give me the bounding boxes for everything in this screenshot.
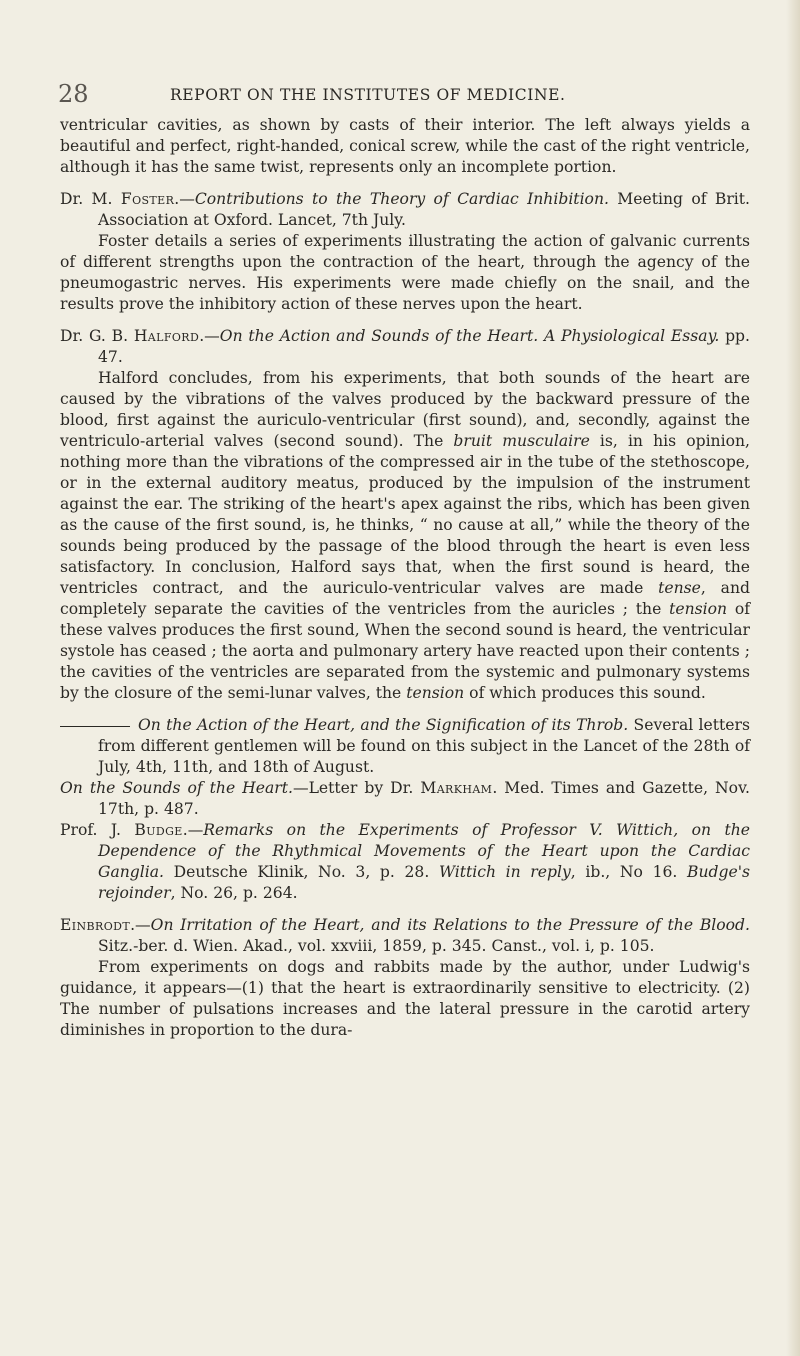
abstract-einbrodt: From experiments on dogs and rabbits made by the author, under Ludwig's guidance, it appears—(1) that the heart is extraordinarily sensitive to electricity. (2) The number of pulsations increases and the lateral pressure in the carotid artery diminishes in proportion to the dura- — [60, 958, 750, 1039]
citation-halford: Dr. G. B. Halford.—On the Action and Sounds of the Heart. A Physiological Essay. pp. 47. — [60, 327, 750, 366]
author-foster: Foster — [120, 190, 175, 208]
page-edge-shadow — [786, 0, 800, 1356]
title-halford: On the Action and Sounds of the Heart. A Physiological Essay. — [219, 327, 720, 345]
page-body — [60, 115, 750, 1041]
title-throb: On the Action of the Heart, and the Signification of its Throb. — [138, 716, 629, 734]
entry-foster — [60, 189, 750, 315]
citation-markham: On the Sounds of the Heart.—Letter by Dr. Markham. Med. Times and Gazette, Nov. 17th, p. 487. — [60, 779, 750, 818]
entry-halford — [60, 326, 750, 704]
citation-throb: On the Action of the Heart, and the Signification of its Throb. Several letters from different gentlemen will be found on this subject in the Lancet of the 28th of July, 4th, 11th, and 18th of August. — [60, 715, 750, 778]
author-halford: Halford — [133, 327, 200, 345]
citation-einbrodt: Einbrodt.—On Irritation of the Heart, and its Relations to the Pressure of the Blood. Sitz.-ber. d. Wien. Akad., vol. xxviii, 1859, p. 345. Canst., vol. i, p. 105. — [60, 916, 750, 955]
intro-paragraph: ventricular cavities, as shown by casts of their interior. The left always yields a beautiful and perfect, right-handed, conical screw, while the cast of the right ventricle, although it has the same twist, represents only an incomplete portion. — [60, 116, 750, 176]
citation-foster: Dr. M. Foster.—Contributions to the Theory of Cardiac Inhibition. Meeting of Brit. Association at Oxford. Lancet, 7th July. — [60, 190, 750, 229]
title-foster: Contributions to the Theory of Cardiac Inhibition. — [194, 190, 609, 208]
title-budge: Remarks on the Experiments of Professor V. Wittich, on the Dependence of the Rhythmical Movements of the Heart upon the Cardiac Ganglia. — [98, 821, 750, 881]
page-header — [58, 80, 748, 110]
title-markham: On the Sounds of the Heart. — [60, 779, 293, 797]
entry-throb — [60, 715, 750, 904]
entry-einbrodt — [60, 915, 750, 1041]
page-number: 28 — [58, 80, 89, 108]
running-head: REPORT ON THE INSTITUTES OF MEDICINE. — [170, 86, 566, 104]
abstract-halford: Halford concludes, from his experiments, that both sounds of the heart are caused by the vibrations of the valves produced by the backward pressure of the blood, first against the auriculo-ventricular (first sound), and, secondly, against the ventriculo-arterial valves (second sound). The bruit musculaire is, in his opinion, nothing more than the vibrations of the compressed air in the tube of the stethoscope, or in the external auditory meatus, produced by the impulsion of the instrument against the ear. The striking of the heart's apex against the ribs, which has been given as the cause of the first sound, is, he thinks, “ no cause at all,” while the theory of the sounds being produced by the passage of the blood through the heart is even less satisfactory. In conclusion, Halford says that, when the first sound is heard, the ventricles contract, and the auriculo-ventricular valves are made tense, and completely separate the cavities of the ventricles from the auricles ; the tension of these valves produces the first sound, When the second sound is heard, the ventricular systole has ceased ; the aorta and pulmonary artery have reacted upon their contents ; the cavities of the ventricles are separated from the systemic and pulmonary systems by the closure of the semi-lunar valves, the tension of which produces this sound. — [60, 369, 750, 702]
title-einbrodt: On Irritation of the Heart, and its Relations to the Pressure of the Blood. — [150, 916, 750, 934]
citation-budge: Prof. J. Budge.—Remarks on the Experiments of Professor V. Wittich, on the Dependence of the Rhythmical Movements of the Heart upon the Cardiac Ganglia. Deutsche Klinik, No. 3, p. 28. Wittich in reply, ib., No 16. Budge's rejoinder, No. 26, p. 264. — [60, 821, 751, 902]
author-budge: Budge — [134, 821, 183, 839]
author-markham: Markham — [420, 779, 493, 797]
ditto-rule — [60, 726, 130, 727]
author-einbrodt: Einbrodt — [60, 916, 131, 934]
abstract-foster: Foster details a series of experiments illustrating the action of galvanic currents of different strengths upon the contraction of the heart, through the agency of the pneumogastric nerves. His experiments were made chiefly on the snail, and the results prove the inhibitory action of these nerves upon the heart. — [60, 232, 750, 313]
